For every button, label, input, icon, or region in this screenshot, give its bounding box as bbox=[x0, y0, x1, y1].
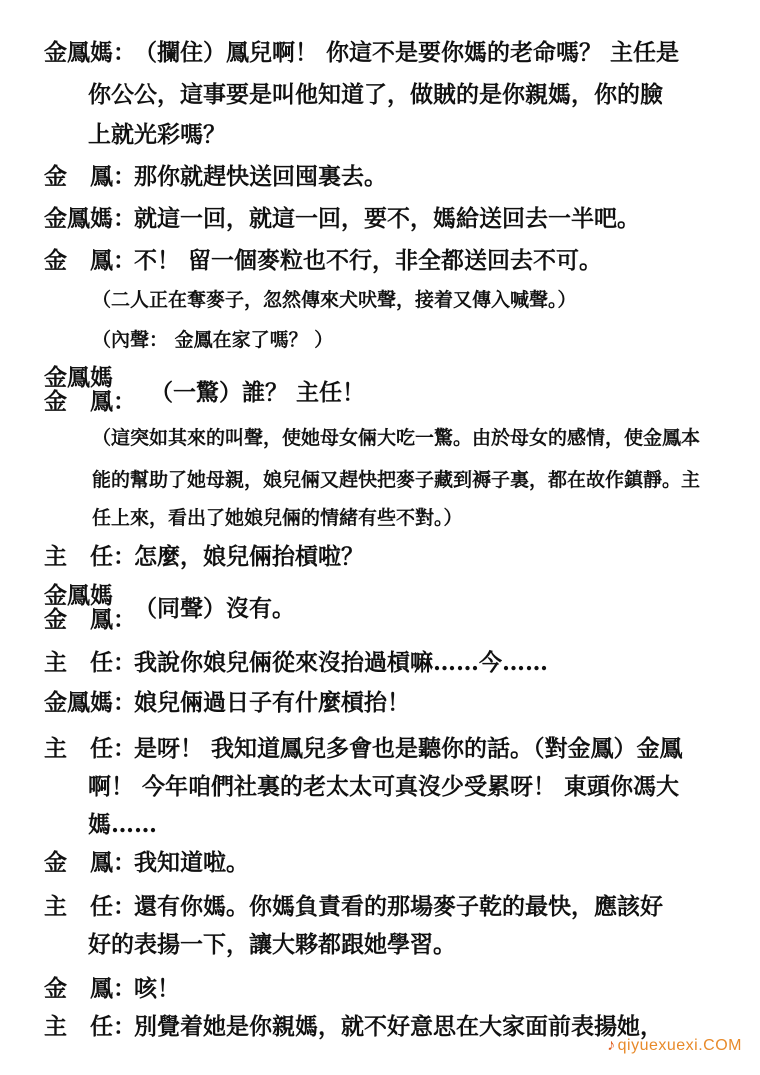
speaker-label: 金 鳳： bbox=[44, 849, 136, 876]
dialogue-text: 上就光彩嗎？ bbox=[88, 121, 226, 148]
dialogue-text: 娘兒倆過日子有什麼槓抬！ bbox=[134, 689, 410, 716]
dialogue-text: 媽…… bbox=[88, 811, 157, 838]
stage-direction: （這突如其來的叫聲，使她母女倆大吃一驚。由於母女的感情，使金鳳本 bbox=[92, 427, 701, 449]
speaker-label: 金鳳媽： bbox=[44, 689, 136, 716]
dialogue-text: 你公公，這事要是叫他知道了，做賊的是你親媽，你的臉 bbox=[88, 81, 663, 108]
stage-direction: 能的幫助了她母親，娘兒倆又趕快把麥子藏到褥子裏，都在故作鎮靜。主 bbox=[92, 469, 701, 491]
dialogue-text: 是呀！ 我知道鳳兒多會也是聽你的話。（對金鳳）金鳳 bbox=[134, 735, 683, 762]
watermark-text: qiyuexuexi.COM bbox=[617, 1037, 742, 1054]
speaker-label: 金鳳媽： bbox=[44, 205, 136, 232]
dialogue-text: 那你就趕快送回囤裏去。 bbox=[134, 163, 387, 190]
stacked-speaker-label bbox=[44, 584, 136, 632]
speaker-label-b: 金 鳳： bbox=[44, 388, 136, 415]
speaker-label-a: 金鳳媽 bbox=[44, 582, 113, 609]
speaker-label-a: 金鳳媽 bbox=[44, 364, 113, 391]
speaker-label: 金 鳳： bbox=[44, 163, 136, 190]
dialogue-text: 好的表揚一下，讓大夥都跟她學習。 bbox=[88, 931, 456, 958]
stage-direction: 任上來，看出了她娘兒倆的情緒有些不對。） bbox=[92, 507, 463, 529]
dialogue-text: 別覺着她是你親媽，就不好意思在大家面前表揚她， bbox=[134, 1013, 663, 1040]
music-note-icon: ♪ bbox=[607, 1037, 616, 1054]
dialogue-text: （攔住）鳳兒啊！ 你這不是要你媽的老命嗎？ 主任是 bbox=[134, 39, 680, 66]
dialogue-text: 我知道啦。 bbox=[134, 849, 249, 876]
dialogue-text: 還有你媽。你媽負責看的那場麥子乾的最快，應該好 bbox=[134, 893, 663, 920]
dialogue-text: （一驚）誰？ 主任！ bbox=[150, 379, 366, 406]
speaker-label: 主 任： bbox=[44, 1013, 136, 1040]
stage-direction: （內聲： 金鳳在家了嗎？ ） bbox=[92, 329, 334, 351]
speaker-label: 主 任： bbox=[44, 893, 136, 920]
speaker-label: 主 任： bbox=[44, 649, 136, 676]
site-watermark bbox=[607, 1037, 742, 1055]
stage-direction: （二人正在奪麥子，忽然傳來犬吠聲，接着又傳入喊聲。） bbox=[92, 289, 577, 311]
speaker-label: 金鳳媽： bbox=[44, 39, 136, 66]
dialogue-text: 咳！ bbox=[134, 975, 180, 1002]
dialogue-text: 就這一回，就這一回，要不，媽給送回去一半吧。 bbox=[134, 205, 640, 232]
speaker-label: 主 任： bbox=[44, 735, 136, 762]
speaker-label: 主 任： bbox=[44, 543, 136, 570]
dialogue-text: 啊！ 今年咱們社裏的老太太可真沒少受累呀！ 東頭你馮大 bbox=[88, 773, 680, 800]
speaker-label-b: 金 鳳： bbox=[44, 606, 136, 633]
dialogue-text: （同聲）沒有。 bbox=[134, 595, 295, 622]
dialogue-text: 不！ 留一個麥粒也不行，非全都送回去不可。 bbox=[134, 247, 603, 274]
stacked-speaker-label bbox=[44, 366, 136, 414]
speaker-label: 金 鳳： bbox=[44, 975, 136, 1002]
dialogue-text: 怎麼，娘兒倆抬槓啦？ bbox=[134, 543, 364, 570]
dialogue-text: 我說你娘兒倆從來沒抬過槓嘛……今…… bbox=[134, 649, 548, 676]
speaker-label: 金 鳳： bbox=[44, 247, 136, 274]
